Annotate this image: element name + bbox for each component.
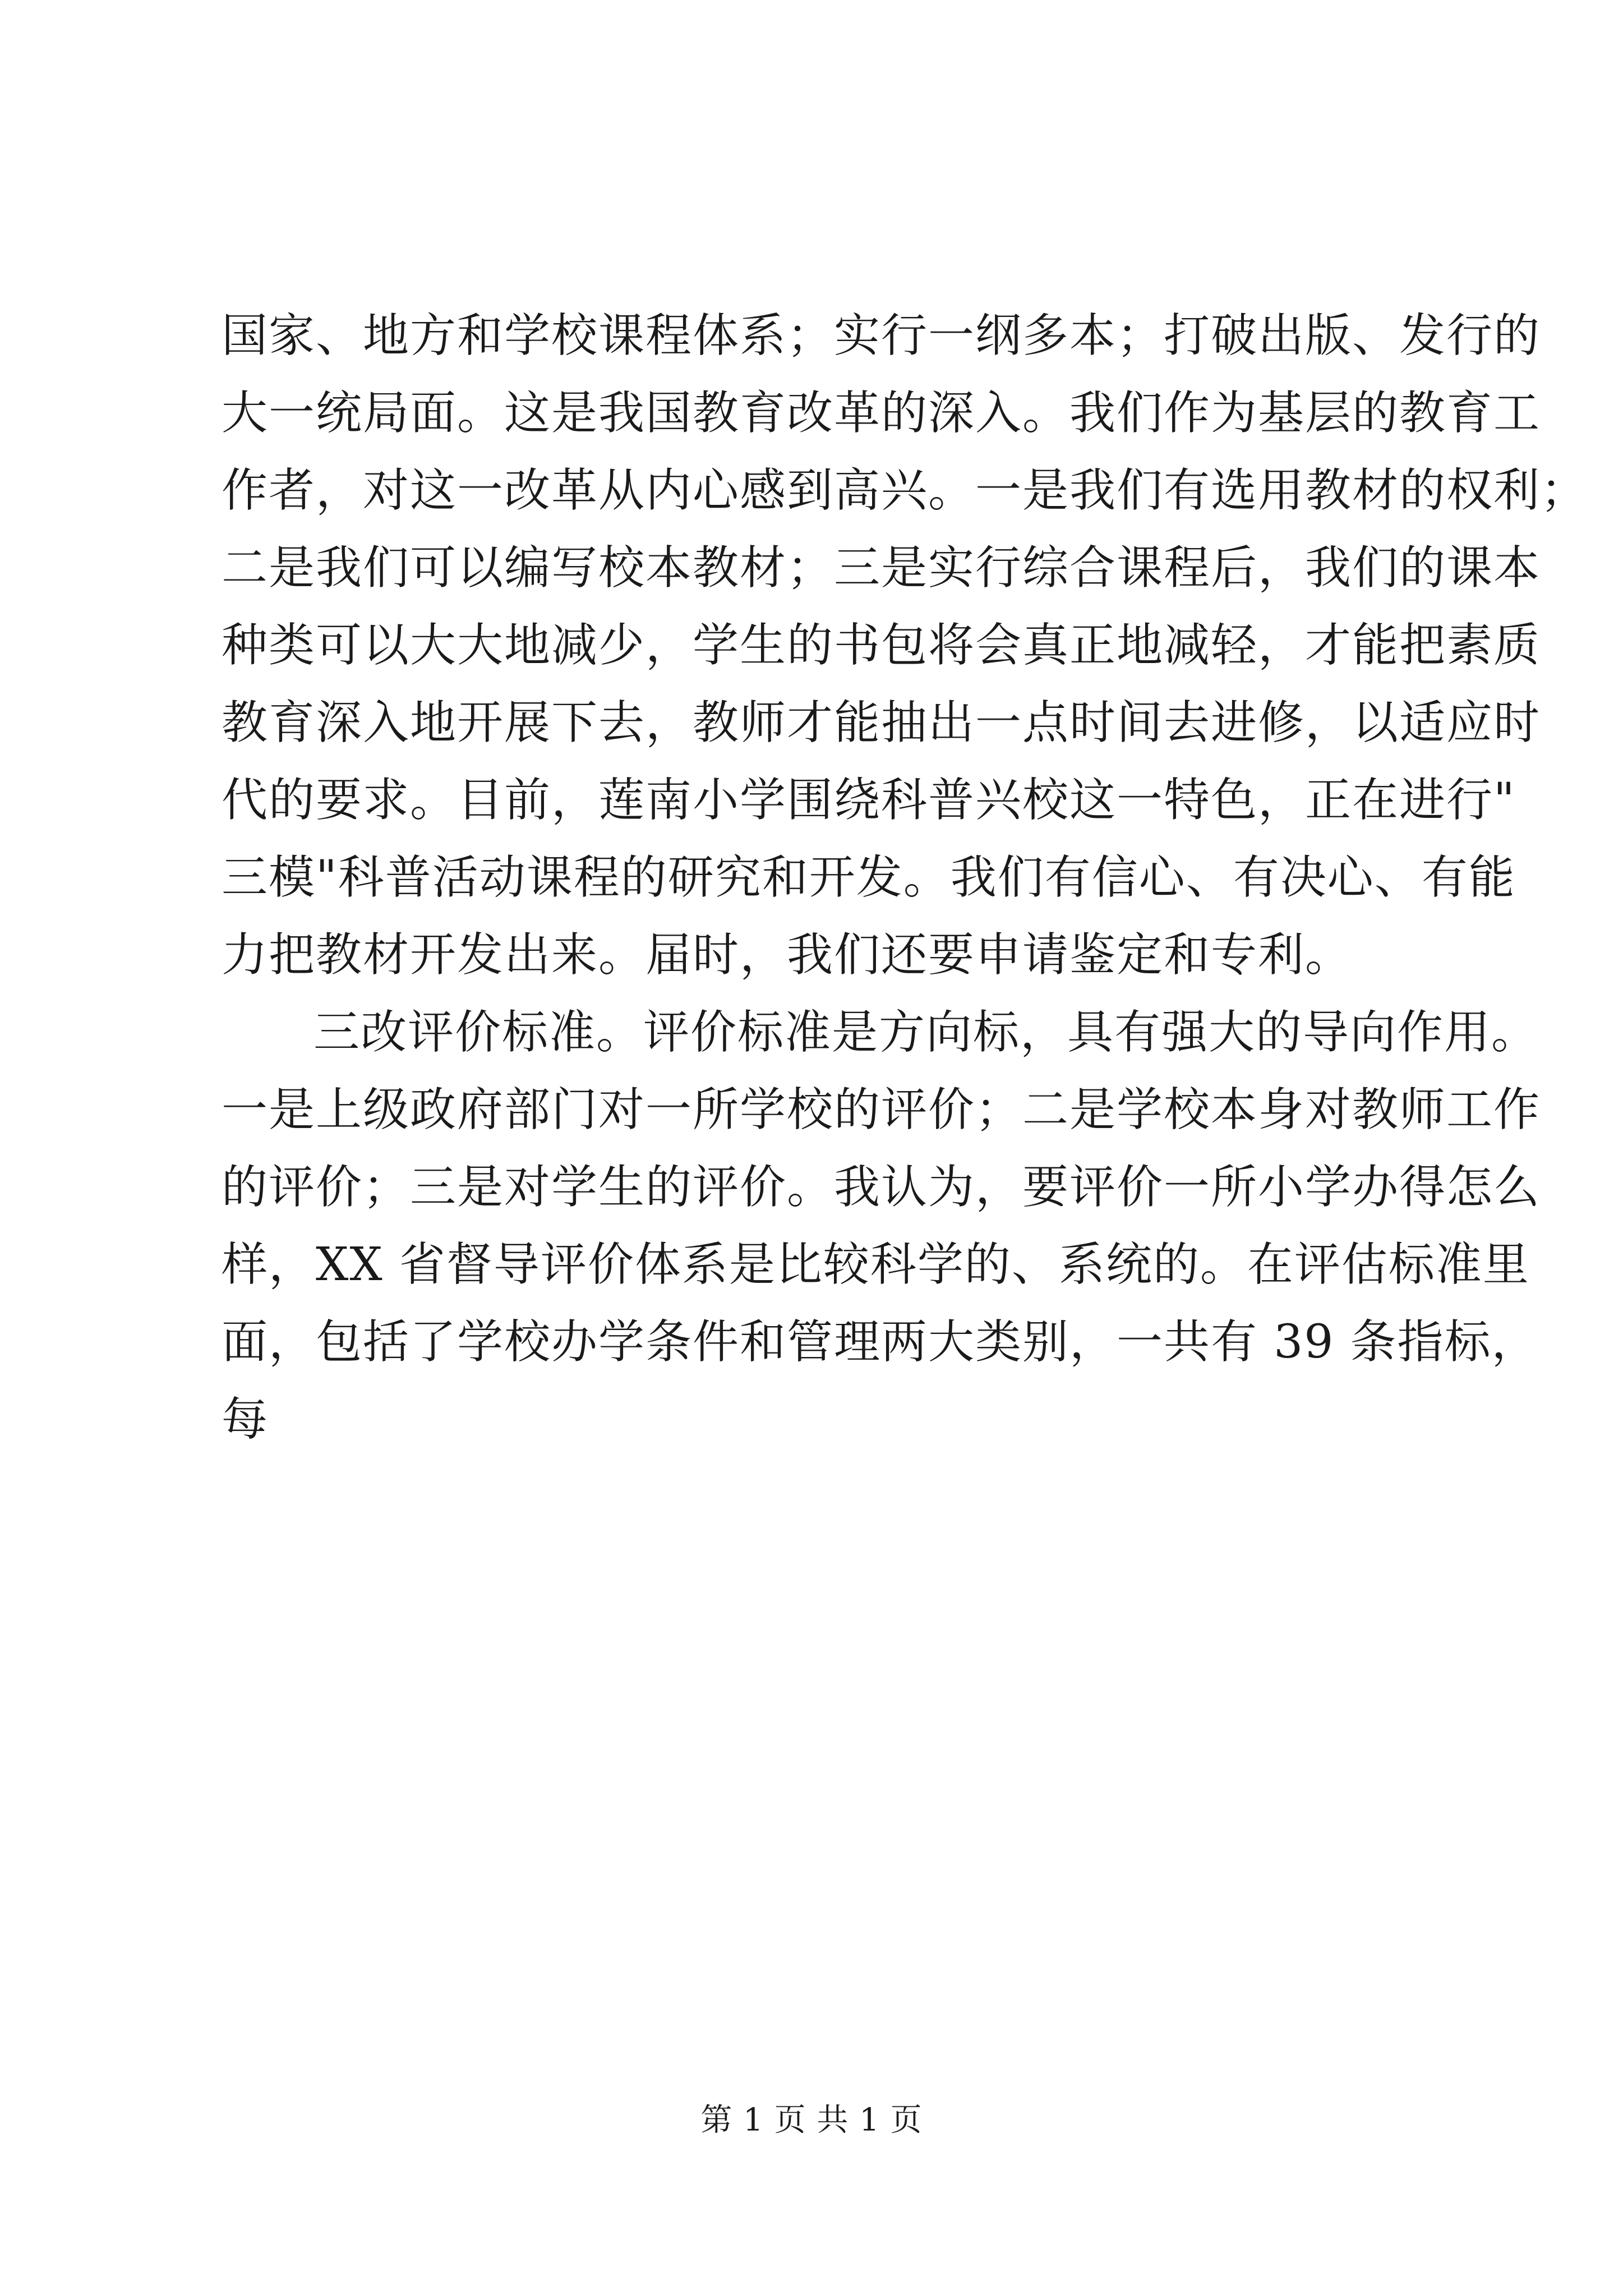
text-line: 代的要求。目前，莲南小学围绕科普兴校这一特色，正在进行" [222, 774, 1516, 827]
text-line: 面，包括了学校办学条件和管理两大类别，一共有 39 条指标， [222, 1315, 1539, 1369]
text-line: 作者，对这一改革从内心感到高兴。一是我们有选用教材的权利； [222, 464, 1588, 517]
text-line: 的评价；三是对学生的评价。我认为，要评价一所小学办得怎么 [222, 1161, 1541, 1214]
text-line: 三模"科普活动课程的研究和开发。我们有信心、有决心、有能 [222, 851, 1516, 904]
text-line: 教育深入地开展下去，教师才能抽出一点时间去进修，以适应时 [222, 696, 1541, 749]
text-line: 样，XX 省督导评价体系是比较科学的、系统的。在评估标准里 [222, 1238, 1530, 1291]
text-line: 种类可以大大地减少，学生的书包将会真正地减轻，才能把素质 [222, 619, 1541, 672]
page-footer: 第 1 页 共 1 页 [700, 2102, 923, 2138]
body-text [222, 297, 1588, 1458]
text-line: 力把教材开发出来。届时，我们还要申请鉴定和专利。 [222, 928, 1353, 982]
text-line: 大一统局面。这是我国教育改革的深入。我们作为基层的教育工 [222, 386, 1541, 440]
text-line: 一是上级政府部门对一所学校的评价；二是学校本身对教师工作 [222, 1083, 1541, 1137]
text-line: 二是我们可以编写校本教材；三是实行综合课程后，我们的课本 [222, 541, 1541, 595]
paragraph-start-line: 三改评价标准。评价标准是方向标，具有强大的导向作用。 [313, 1006, 1539, 1059]
text-line: 每 [222, 1393, 269, 1446]
text-line: 国家、地方和学校课程体系；实行一纲多本；打破出版、发行的 [222, 309, 1541, 362]
